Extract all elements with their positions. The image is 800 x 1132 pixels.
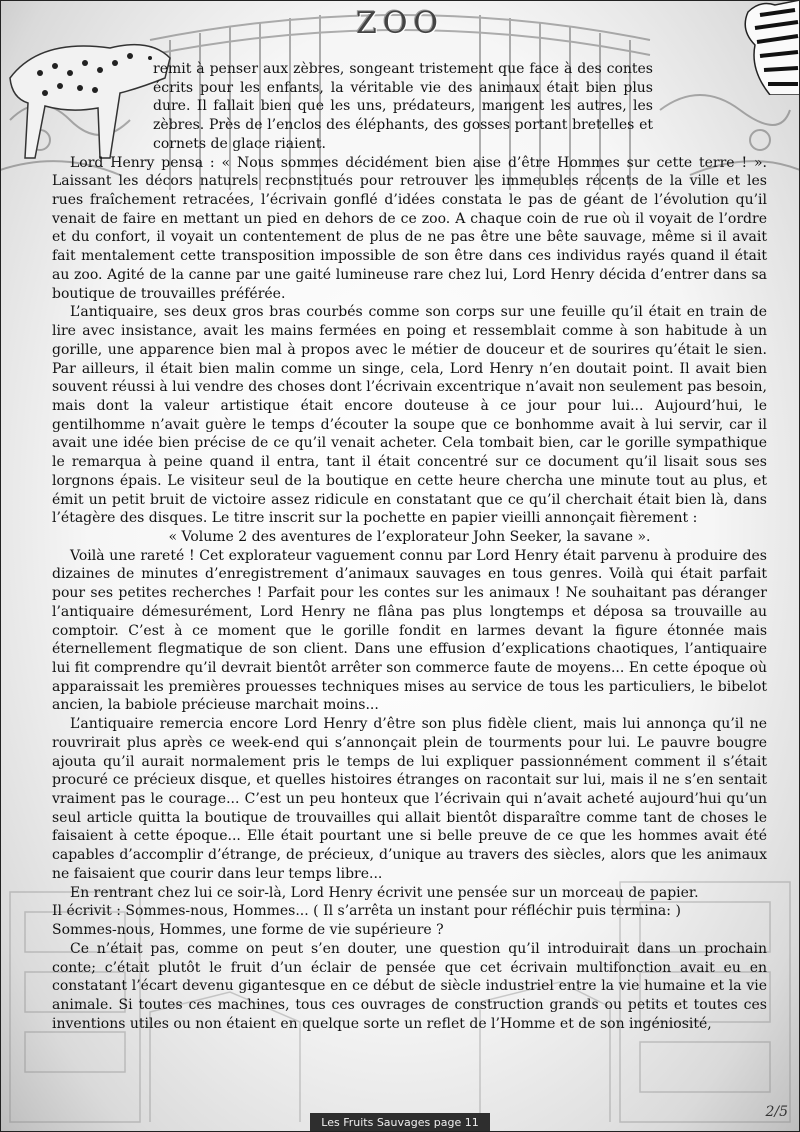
- paragraph: L’antiquaire remercia encore Lord Henry d’être son plus fidèle client, mais lui annonça qu’il ne rouvrirait plus après ce week-end qui s’annonçait plein de tourments pour lui. Le pauvre bougre ajouta qu’il aurait normalement pris le temps de lui expliquer passionnément comment il s’était procuré ce précieux disque, et quelles histoires étranges on racontait sur lui, mais il ne s’en sentait vraiment pas le courage... C’est un peu honteux que l’écrivain qui n’avait acheté aujourd’hui qu’un seul article quitta la boutique de trouvailles qui allait bientôt disparaître comme tant de choses le faisaient à cette époque... Elle était pourtant une si belle preuve de ce que les hommes avait été capables d’accomplir d’étrange, de précieux, d’unique au travers des siècles, alors que les animaux ne faisaient que courir dans leur temps libre...: [52, 716, 767, 882]
- paragraph: Sommes-nous, Hommes, une forme de vie supérieure ?: [52, 922, 444, 939]
- quoted-title: « Volume 2 des aventures de l’explorateur John Seeker, la savane ».: [168, 528, 651, 545]
- paragraph: L’antiquaire, ses deux gros bras courbés comme son corps sur une feuille qu’il était en train de lire avec insistance, avait les mains fermées en poing et ressemblait comme à son habitude à un gorille, une apparence bien mal à propos avec le métier de douceur et de sourires qu’était le sien. Par ailleurs, il était bien malin comme un singe, cela, Lord Henry n’en doutait point. Il avait bien souvent réussi à lui vendre des choses dont l’écrivain excentrique n’avait non seulement pas besoin, mais dont la valeur artistique était encore douteuse à ce jour pour lui... Aujourd’hui, le gentilhomme n’avait guère le temps d’écouter la soupe que ce bonhomme avait à lui servir, car il avait une idée bien précise de ce qu’il venait acheter. Cela tombait bien, car le gorille sympathique le remarqua à peine quand il entra, tant il était concentré sur ce document qu’il lisait sous ses lorgnons épais. Le visiteur seul de la boutique en cette heure chercha une minute tout au plus, et émit un petit bruit de victoire assez ridicule en constatant que ce qu’il cherchait était bien là, dans l’étagère des disques. Le titre inscrit sur la pochette en papier vieilli annonçait fièrement :: [52, 304, 767, 527]
- page-title: ZOO: [355, 6, 445, 41]
- paragraph: remit à penser aux zèbres, songeant tristement que face à des contes écrits pour les enfants, la véritable vie des animaux était bien plus dure. Il fallait bien que les uns, prédateurs, mangent les autres, les zèbres. Près de l’enclos des éléphants, des gosses portant bretelles et cornets de glace riaient.: [153, 61, 653, 152]
- paragraph: Lord Henry pensa : « Nous sommes décidément bien aise d’être Hommes sur cette terre ! ». Laissant les décors naturels reconstitués pour retrouver les immeubles récents de la ville et les rues fraîchement retracées, l’écrivain gonflé d’idées constata le pas de géant de l’évolution qu’il venait de faire en mettant un pied en dehors de ce zoo. A chaque coin de rue où il voyait de l’ordre et du confort, il voyait un contentement de plus de ne pas être une bête sauvage, même si il avait fait mentalement cette transposition impossible de son être dans ces individus rayés quand il était au zoo. Agité de la canne par une gaité lumineuse rare chez lui, Lord Henry décida d’entrer dans sa boutique de trouvailles préférée.: [52, 154, 767, 302]
- footer-label: Les Fruits Sauvages page 11: [310, 1113, 490, 1132]
- paragraph: Voilà une rareté ! Cet explorateur vaguement connu par Lord Henry était parvenu à produire des dizaines de minutes d’enregistrement d’animaux sauvages en tous genres. Voilà qui était parfait pour ses petites recherches ! Parfait pour les contes sur les animaux ! Ne souhaitant pas déranger l’antiquaire démesurément, Lord Henry ne flâna pas plus longtemps et déposa sa trouvaille au comptoir. C’est à ce moment que le gorille fondit en larmes devant la figure étonnée mais éternellement flegmatique de son client. Dans une effusion d’explications chaotiques, l’antiquaire lui fit comprendre qu’il devrait bientôt arrêter son commerce faute de moyens... En cette époque où apparaissait les premières prouesses techniques mises au service de tous les particuliers, le bibelot ancien, la babiole précieuse marchait moins...: [52, 547, 767, 714]
- story-text: [52, 60, 767, 1033]
- paragraph: Il écrivit : Sommes-nous, Hommes... ( Il s’arrêta un instant pour réfléchir puis termina: ): [52, 903, 681, 920]
- paragraph: En rentrant chez lui ce soir-là, Lord Henry écrivit une pensée sur un morceau de papier.: [70, 884, 699, 901]
- page-number: 2/5: [765, 1104, 788, 1120]
- paragraph: Ce n’était pas, comme on peut s’en douter, une question qu’il introduirait dans un prochain conte; c’était plutôt le fruit d’un éclair de pensée que cet écrivain multifonction avait eu en constatant l’écart devenu gigantesque en ce début de siècle industriel entre la vie humaine et la vie animale. Si toutes ces machines, tous ces ouvrages de construction grands ou petits et toutes ces inventions utiles ou non étaient en quelque sorte un reflet de l’Homme et de son ingéniosité,: [52, 940, 767, 1032]
